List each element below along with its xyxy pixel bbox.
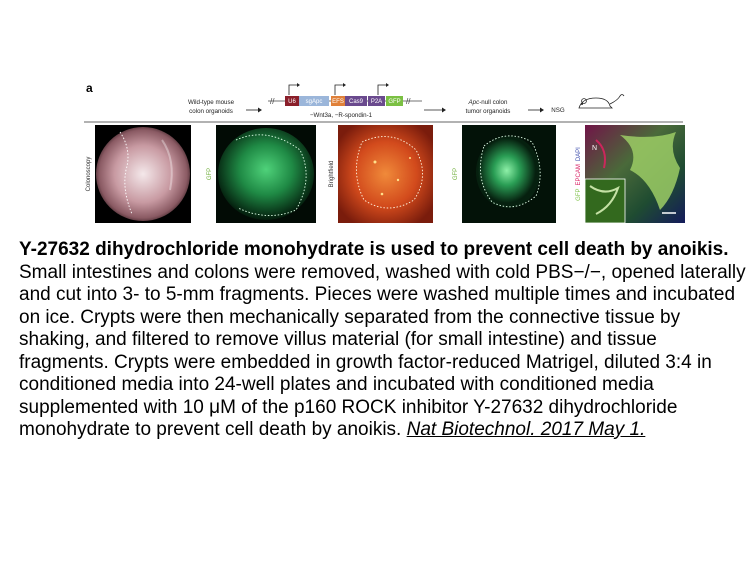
construct-seg-label: sgApc bbox=[305, 99, 323, 105]
inset-label: N bbox=[592, 145, 598, 152]
promoter-arrow-icon bbox=[335, 83, 346, 95]
arrow-right-icon bbox=[424, 108, 446, 113]
construct-seg-label: U6 bbox=[288, 99, 296, 105]
colonoscopy-image bbox=[95, 125, 191, 223]
text-block bbox=[19, 239, 749, 442]
construct-seg-label: Cas9 bbox=[348, 99, 364, 105]
stain-gfp: GFP bbox=[576, 188, 582, 201]
brightfield-image bbox=[338, 125, 433, 223]
media-label: −Wnt3a, −R-spondin-1 bbox=[309, 112, 373, 119]
wildtype-label-line1: Wild-type mouse bbox=[187, 99, 235, 106]
arrow-right-icon bbox=[528, 108, 544, 113]
apc-label-line1 bbox=[468, 99, 508, 106]
apc-label-line2: tumor organoids bbox=[465, 108, 511, 115]
citation-link[interactable]: Nat Biotechnol. 2017 May 1. bbox=[406, 419, 646, 440]
stain-epcam: EPCAM bbox=[576, 164, 582, 186]
figure-svg bbox=[0, 0, 756, 240]
svg-text://: // bbox=[270, 97, 275, 106]
arrow-right-icon bbox=[246, 108, 262, 113]
heading: Y-27632 dihydrochloride monohydrate is used to prevent cell death by anoikis. bbox=[19, 239, 729, 260]
construct-diagram bbox=[268, 83, 422, 119]
mouse-icon bbox=[579, 95, 624, 109]
stain-dapi: DAPI bbox=[576, 147, 582, 162]
apc-suffix: -null colon bbox=[479, 99, 508, 106]
construct-seg-label: EFS bbox=[332, 99, 344, 105]
stain-label bbox=[576, 147, 582, 201]
promoter-arrow-icon bbox=[289, 83, 300, 95]
gfp-label-2: GFP bbox=[453, 167, 459, 181]
gfp-image-2 bbox=[462, 125, 556, 223]
panel-letter: a bbox=[86, 81, 93, 95]
brightfield-label: Brightfield bbox=[329, 160, 335, 188]
apc-italic: Apc bbox=[468, 99, 480, 106]
construct-seg-label: P2A bbox=[370, 99, 383, 105]
body-paragraph bbox=[19, 262, 749, 442]
nsg-label: NSG bbox=[551, 107, 565, 114]
wildtype-label-line2: colon organoids bbox=[189, 108, 233, 115]
gfp-label-1: GFP bbox=[207, 167, 213, 181]
promoter-arrow-icon bbox=[378, 83, 389, 95]
colonoscopy-label: Colonoscopy bbox=[86, 156, 92, 192]
body-text: Small intestines and colons were removed, washed with cold PBS−/−, opened laterally and cut into 3- to 5-mm fragments. Pieces were washed multiple times and incubated on ice. Crypts were then mechanically separated from the connective tissue by shaking, and filtered to remove villus material (for small intestine) and tissue fragments. Crypts were embedded in growth factor-reduced Matrigel, diluted 3:4 in conditioned media into 24-well plates and incubated with conditioned media supplemented with 10 μM of the p160 ROCK inhibitor Y-27632 dihydrochloride monohydrate to prevent cell death by anoikis. bbox=[19, 261, 746, 440]
construct-seg-label: GFP bbox=[388, 99, 401, 105]
gfp-image-1 bbox=[216, 125, 316, 223]
immunostain-image bbox=[585, 125, 685, 223]
svg-text://: // bbox=[406, 97, 411, 106]
figure-panel bbox=[0, 0, 756, 240]
